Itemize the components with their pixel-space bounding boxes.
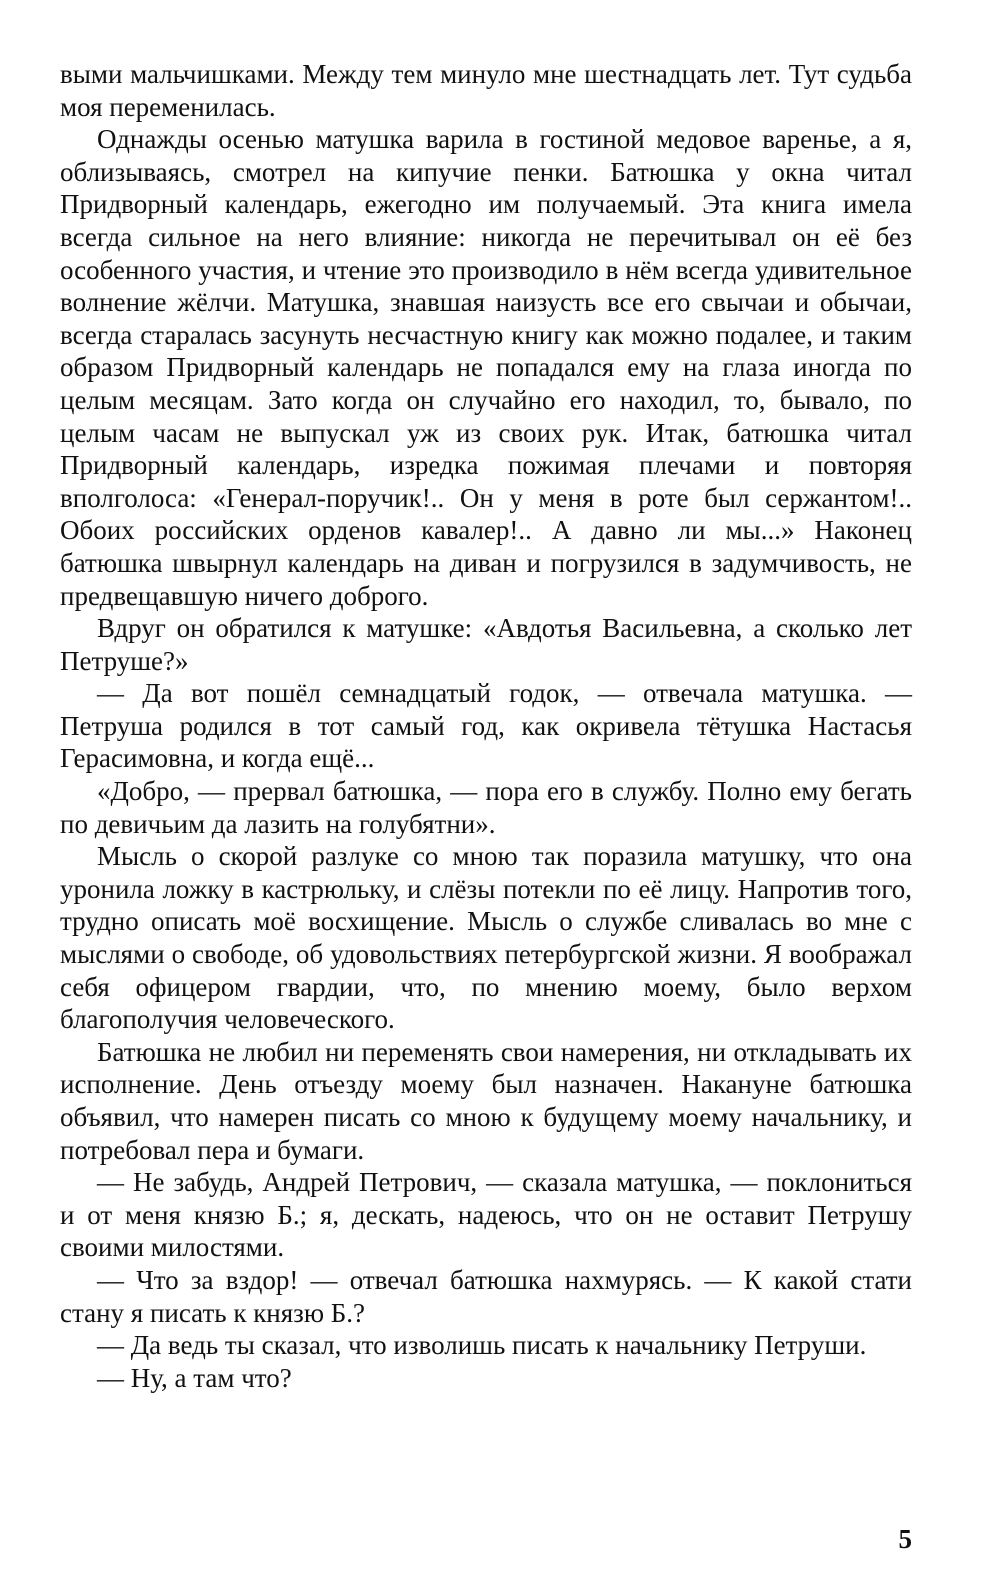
paragraph-4: — Да вот пошёл семнадцатый годок, — отвечала матушка. — Петруша родился в тот самый год, как окривела тётушка Настасья Герасимовна, и когда ещё... [60, 678, 912, 774]
paragraph-9: — Что за вздор! — отвечал батюшка нахмурясь. — К какой стати стану я писать к князю Б.? [60, 1264, 912, 1328]
paragraph-3: Вдруг он обратился к матушке: «Авдотья Васильевна, а сколько лет Петруше?» [60, 613, 912, 676]
paragraph-7: Батюшка не любил ни переменять свои намерения, ни откладывать их исполнение. День отъезду моему был назначен. Накануне батюшка объявил, что намерен писать со мною к будущему моему начальнику, и потребовал пера и бумаги. [60, 1036, 912, 1165]
page-number: 5 [898, 1524, 912, 1554]
paragraph-8: — Не забудь, Андрей Петрович, — сказала матушка, — поклониться и от меня князю Б.; я, дескать, надеюсь, что он не оставит Петрушу своими милостями. [60, 1167, 912, 1263]
paragraph-11: — Ну, а там что? [97, 1362, 292, 1393]
page-text [60, 58, 912, 1394]
paragraph-6: Мысль о скорой разлуке со мною так поразила матушку, что она уронила ложку в кастрюльку, и слёзы потекли по её лицу. Напротив того, трудно описать моё восхищение. Мысль о службе сливалась во мне с мыслями о свободе, об удовольствиях петербургской жизни. Я воображал себя офицером гвардии, что, по мнению моему, было верхом благополучия человеческого. [60, 841, 912, 1035]
paragraph-1: выми мальчишками. Между тем минуло мне шестнадцать лет. Тут судьба моя переменилась. [60, 59, 912, 122]
paragraph-5: «Добро, — прервал батюшка, — пора его в службу. Полно ему бегать по девичьим да лазить на голубятни». [60, 776, 912, 839]
paragraph-2: Однажды осенью матушка варила в гостиной медовое варенье, а я, облизываясь, смотрел на кипучие пенки. Батюшка у окна читал Придворный календарь, ежегодно им получаемый. Эта книга имела всегда сильное на него влияние: никогда не перечитывал он её без особенного участия, и чтение это производило в нём всегда удивительное волнение жёлчи. Матушка, знавшая наизусть все его свычаи и обычаи, всегда старалась засунуть несчастную книгу как можно подалее, и таким образом Придворный календарь не попадался ему на глаза иногда по целым месяцам. Зато когда он случайно его находил, то, бывало, по целым часам не выпускал уж из своих рук. Итак, батюшка читал Придворный календарь, изредка пожимая плечами и повторяя вполголоса: «Генерал-поручик!.. Он у меня в роте был сержантом!.. Обоих российских орденов кавалер!.. А давно ли мы...» Наконец батюшка швырнул календарь на диван и погрузился в задумчивость, не предвещавшую ничего доброго. [60, 124, 912, 611]
paragraph-10: — Да ведь ты сказал, что изволишь писать к начальнику Петруши. [97, 1330, 867, 1361]
